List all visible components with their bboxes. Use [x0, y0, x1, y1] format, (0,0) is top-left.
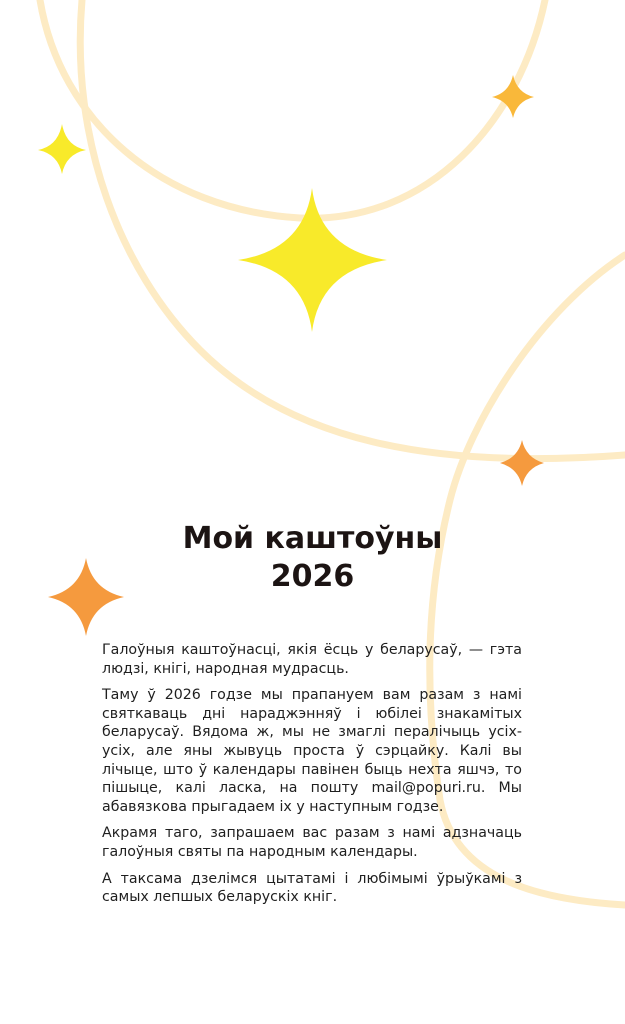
- decorative-curve: [80, 0, 625, 459]
- paragraph: А таксама дзелімся цытатамі і любімымі ўрыўкамі з самых лепшых беларускіх кніг.: [102, 870, 522, 906]
- intro-text: [102, 641, 522, 915]
- paragraph: Таму ў 2026 годзе мы прапануем вам разам з намі святкаваць дні нараджэнняў і юбілеі знакамітых беларусаў. Вядома ж, мы не змаглі пералічыць усіх-усіх, але яны жывуць проста ў сэрцайку. Калі вы лічыце, што ў календары павінен быць нехта яшчэ, то пішыце, калі ласка, на пошту mail@popuri.ru. Мы абавязкова прыгадаем іх у наступным годзе.: [102, 687, 522, 815]
- paragraph: Акрамя таго, запрашаем вас разам з намі адзначаць галоўныя святы па народным календары.: [102, 825, 522, 860]
- page-title: [60, 520, 565, 596]
- title-line-2: 2026: [270, 559, 355, 594]
- sparkle-icon: [38, 124, 86, 174]
- decorative-curve: [40, 0, 545, 218]
- sparkle-icon: [500, 440, 544, 486]
- paragraph: Галоўныя каштоўнасці, якія ёсць у беларусаў, — гэта людзі, кнігі, народная мудрасць.: [102, 642, 522, 677]
- title-line-1: Мой каштоўны: [182, 521, 443, 556]
